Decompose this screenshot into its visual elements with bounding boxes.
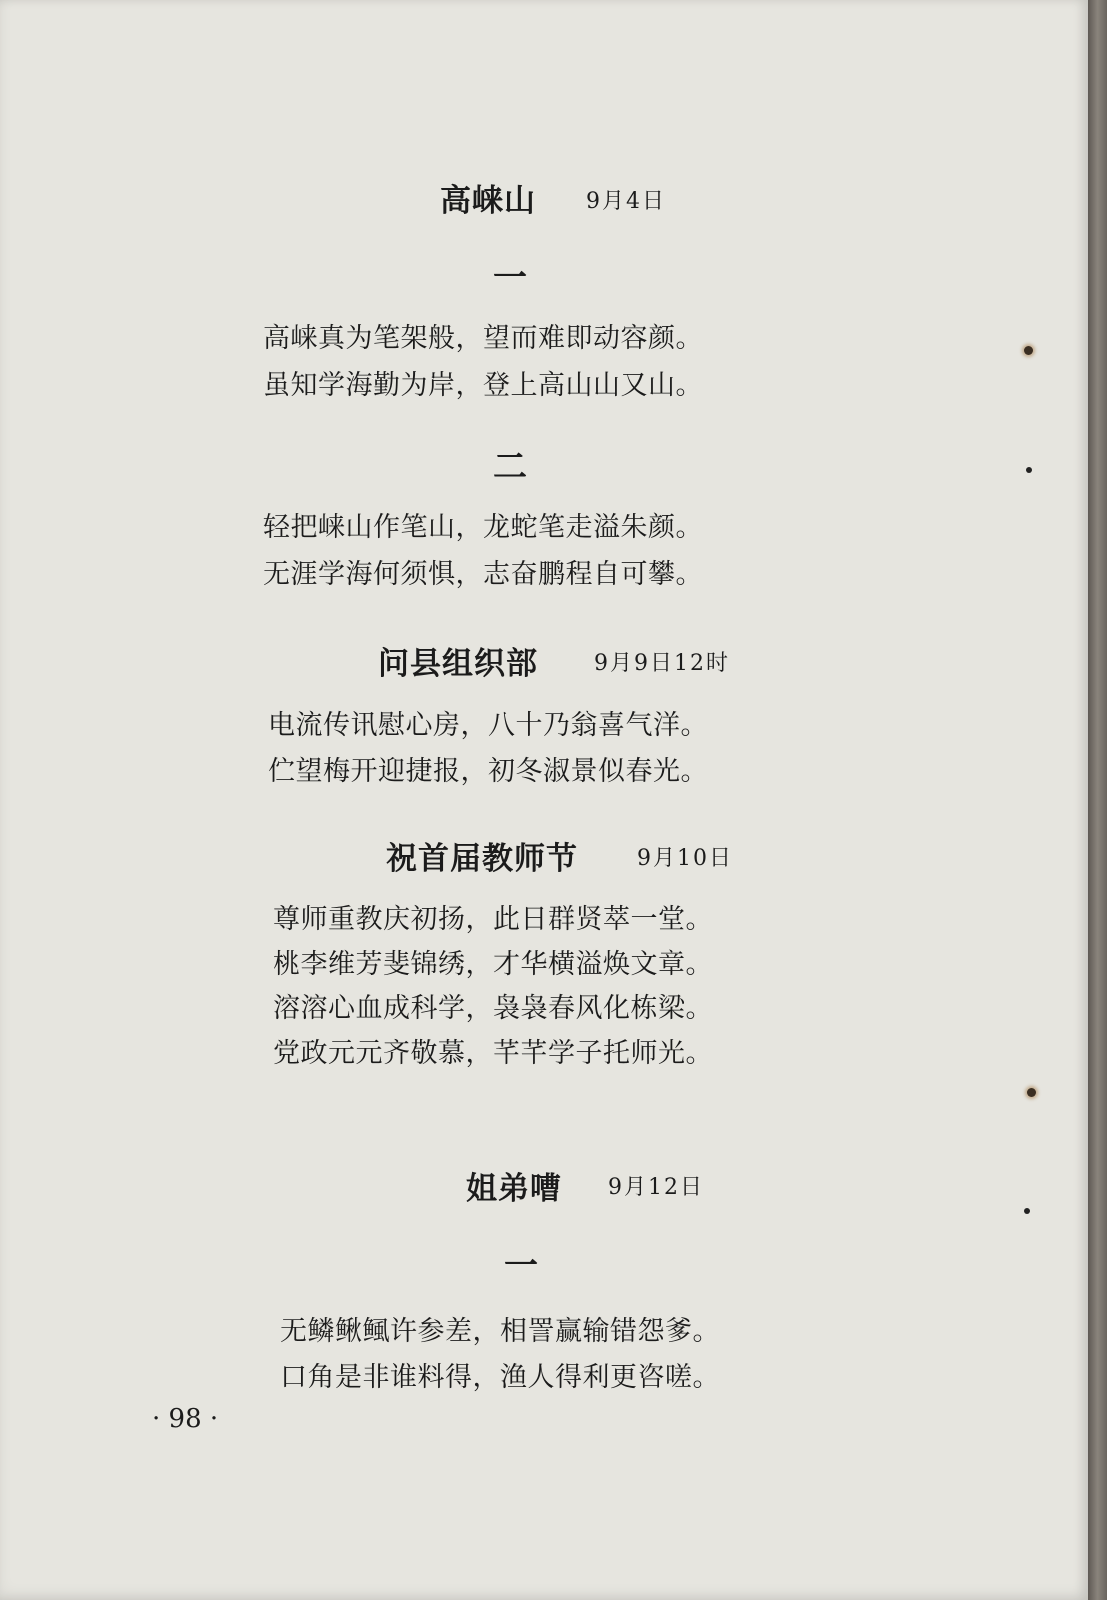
binding-hole [1024, 346, 1033, 355]
section-number: 一 [504, 1246, 538, 1286]
binding-hole [1024, 1208, 1030, 1214]
poem-title: 高崃山 [440, 183, 536, 219]
poem-line: 电流传讯慰心房，八十乃翁喜气洋。 [268, 710, 708, 741]
binding-hole [1026, 467, 1032, 473]
poem-line: 党政元元齐敬慕，芊芊学子托师光。 [273, 1038, 713, 1069]
poem-title: 姐弟嘈 [466, 1171, 562, 1207]
page-number: · 98 · [152, 1404, 219, 1434]
poem-line: 尊师重教庆初扬，此日群贤萃一堂。 [273, 904, 713, 935]
poem-title: 祝首届教师节 [386, 841, 578, 877]
poem-date: 9月4日 [586, 189, 666, 214]
binding-hole [1027, 1088, 1036, 1097]
poem-line: 伫望梅开迎捷报，初冬淑景似春光。 [268, 756, 708, 787]
poem-title: 问县组织部 [378, 646, 538, 682]
poem-date: 9月9日12时 [594, 651, 730, 676]
poem-line: 无鳞鳅鲺许参差，相詈赢输错怨爹。 [280, 1316, 720, 1347]
section-number: 一 [493, 258, 527, 298]
poem-line: 无涯学海何须惧，志奋鹏程自可攀。 [263, 559, 703, 590]
section-number: 二 [493, 447, 527, 487]
page-edge-shadow [1088, 0, 1107, 1600]
poem-line: 虽知学海勤为岸，登上高山山又山。 [263, 370, 703, 401]
poem-line: 轻把崃山作笔山，龙蛇笔走溢朱颜。 [263, 512, 703, 543]
poem-date: 9月12日 [608, 1175, 704, 1200]
poem-line: 口角是非谁料得，渔人得利更咨嗟。 [280, 1362, 720, 1393]
poem-line: 高崃真为笔架般，望而难即动容颜。 [263, 323, 703, 354]
poem-date: 9月10日 [637, 846, 733, 871]
poem-line: 溶溶心血成科学，袅袅春风化栋梁。 [273, 993, 713, 1024]
poem-line: 桃李维芳斐锦绣，才华横溢焕文章。 [273, 949, 713, 980]
